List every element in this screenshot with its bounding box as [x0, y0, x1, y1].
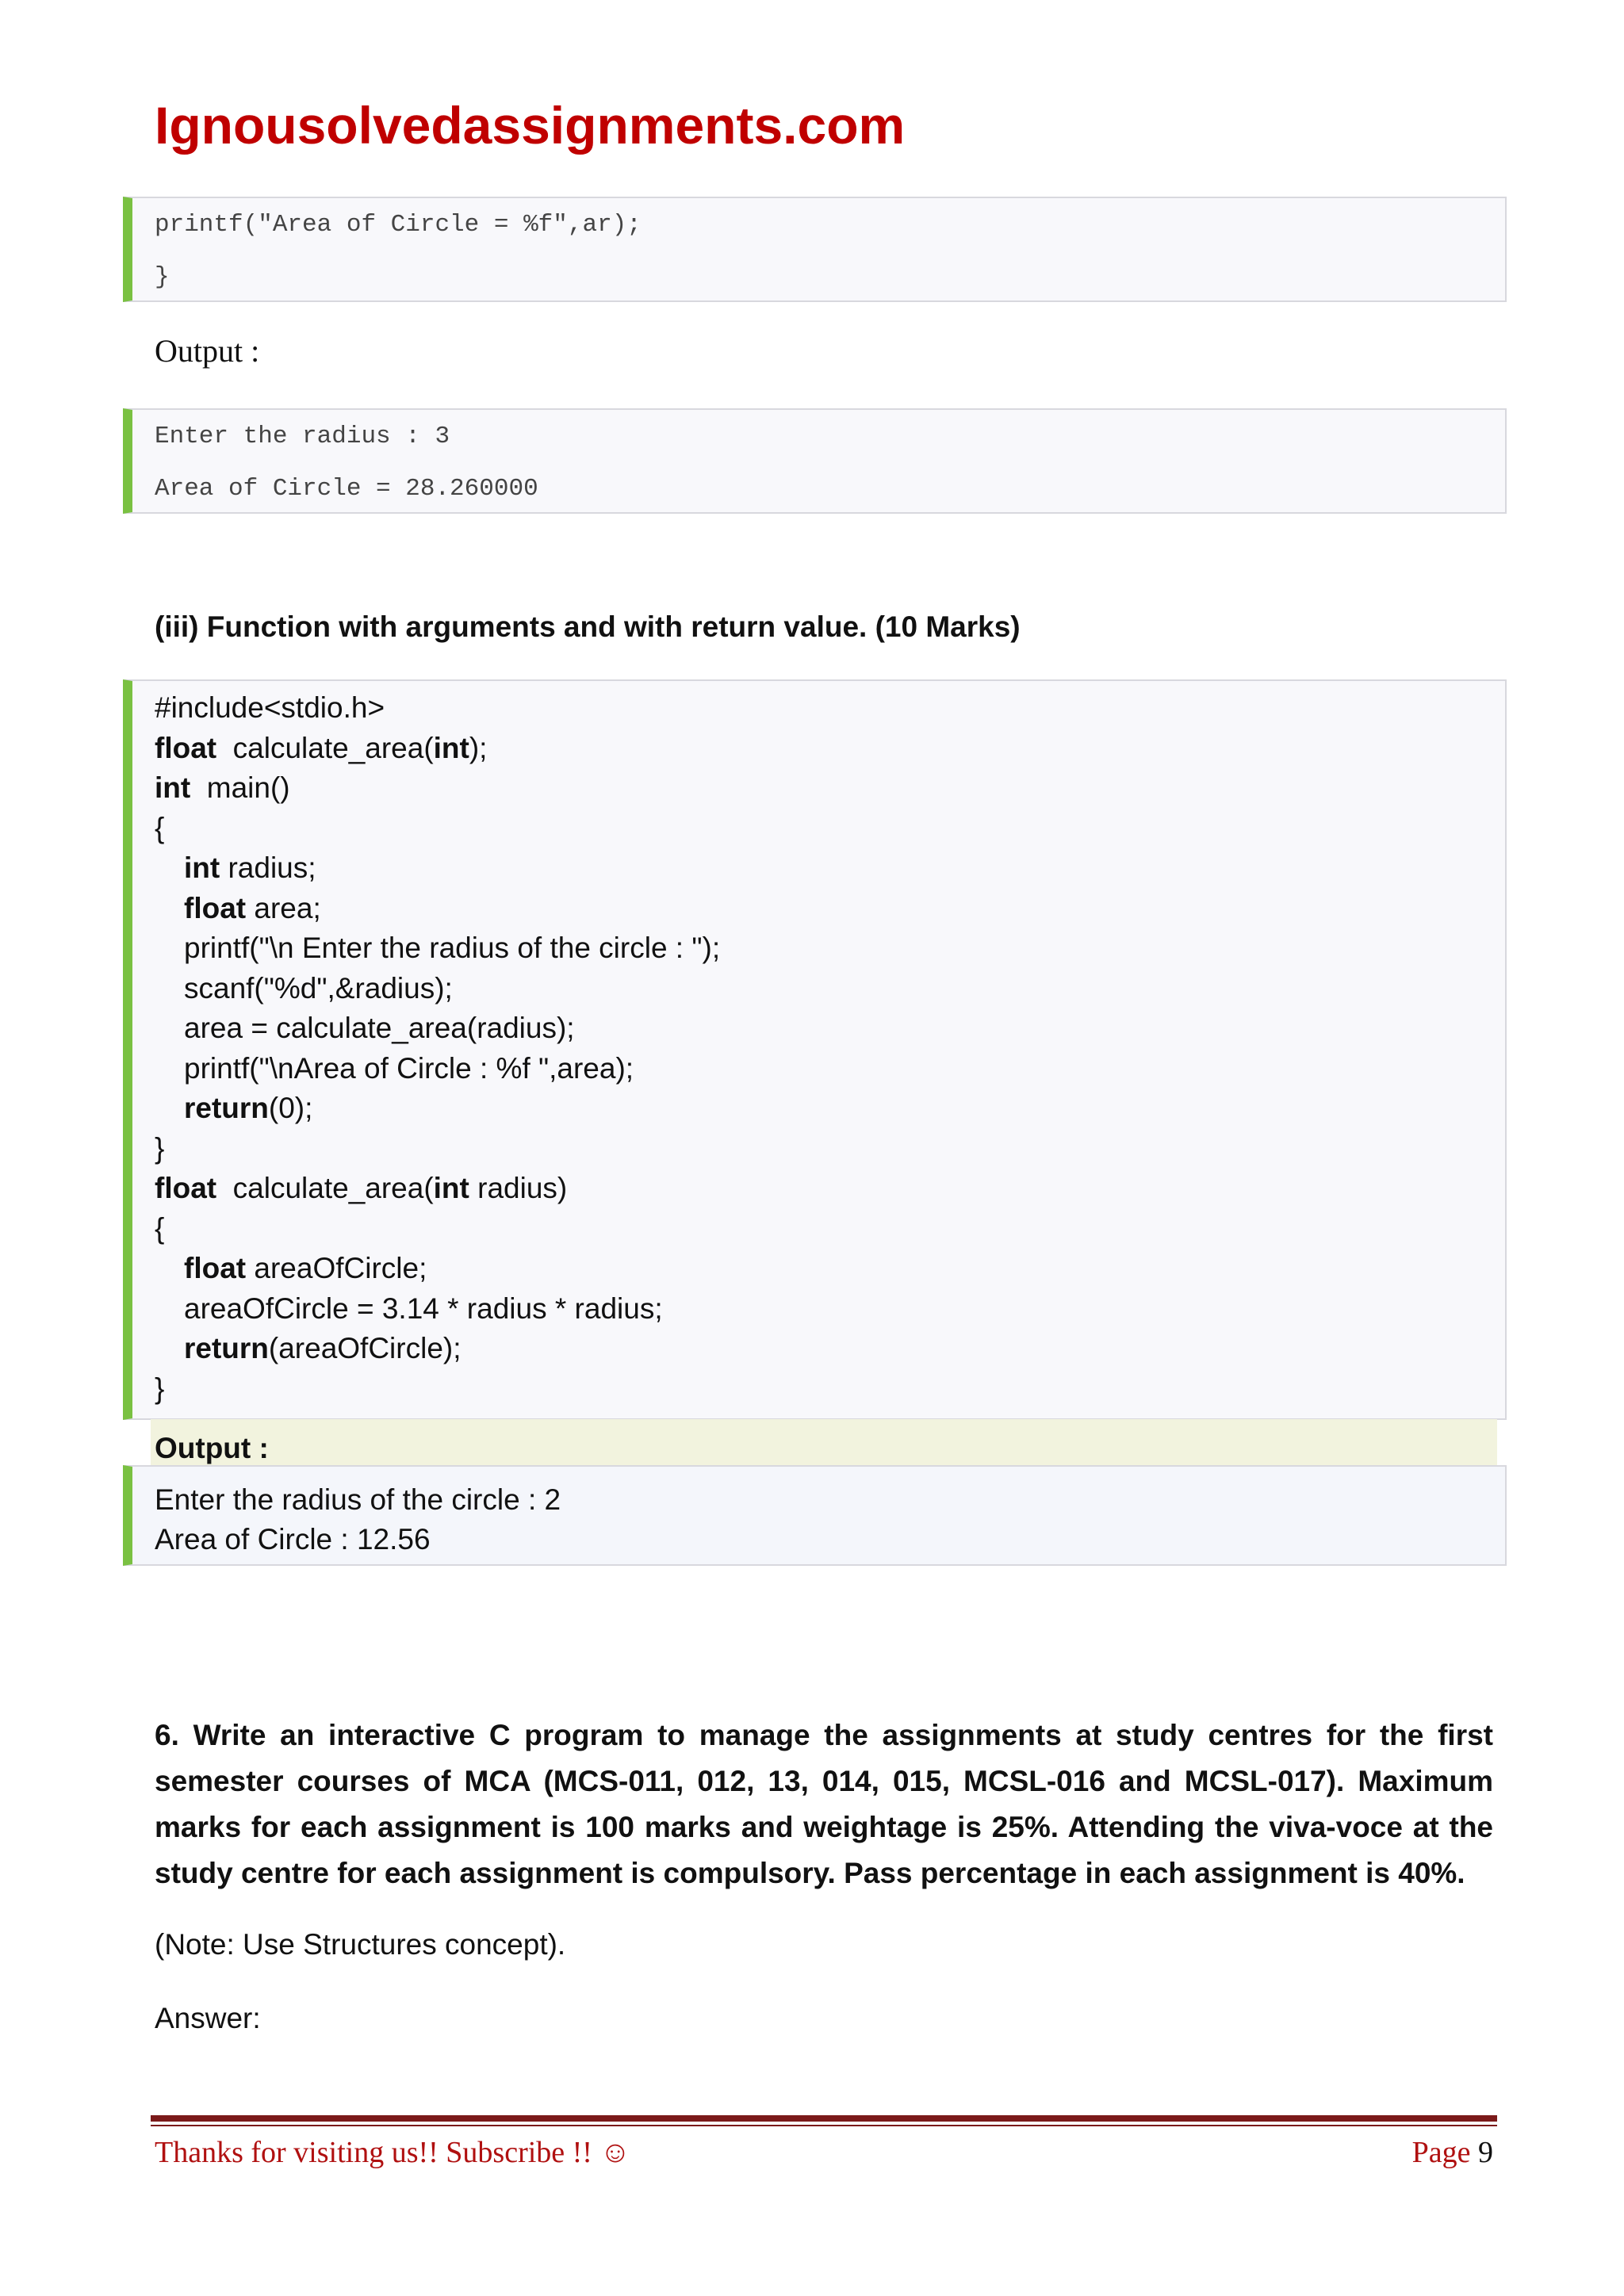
code-text: printf("\nArea of Circle : %f ",area);: [184, 1051, 634, 1085]
code-text: scanf("%d",&radius);: [184, 971, 453, 1004]
code-text: }: [155, 1131, 165, 1165]
output-line: Enter the radius of the circle : 2: [155, 1483, 561, 1516]
code-text: areaOfCircle;: [246, 1252, 427, 1284]
code-text: {: [155, 1211, 165, 1245]
code-text: }: [155, 1372, 165, 1405]
code-text: radius;: [220, 851, 316, 884]
code-keyword: int: [433, 731, 469, 764]
code-text: #include<stdio.h>: [155, 691, 385, 724]
output-line: Area of Circle : 12.56: [155, 1523, 431, 1556]
code-line: printf("Area of Circle = %f",ar);: [155, 211, 642, 239]
code-keyword: float: [184, 1252, 247, 1284]
output-line: Enter the radius : 3: [155, 423, 450, 450]
code-line: [155, 1289, 720, 1330]
footer-subscribe-text: Thanks for visiting us!! Subscribe !! ☺: [155, 2136, 631, 2169]
code-text: {: [155, 811, 165, 844]
code-keyword: int: [155, 771, 191, 804]
code-keyword: int: [184, 851, 220, 884]
code-text: (0);: [268, 1092, 313, 1124]
code-text: radius): [469, 1172, 568, 1204]
code-keyword: float: [155, 731, 217, 764]
code-line: [155, 1089, 720, 1129]
code-text: printf("\n Enter the radius of the circle : ");: [184, 932, 721, 964]
code-keyword: return: [184, 1092, 269, 1124]
code-line: [155, 848, 720, 889]
code-keyword: int: [433, 1172, 469, 1204]
code-line: [155, 1209, 720, 1249]
code-text: );: [469, 731, 488, 764]
code-keyword: return: [184, 1332, 269, 1364]
answer-label: Answer:: [155, 2002, 261, 2034]
code-keyword: float: [155, 1172, 217, 1204]
output-line: Area of Circle = 28.260000: [155, 475, 538, 503]
output-label-2: Output :: [155, 1432, 269, 1464]
code-line: [155, 928, 720, 969]
code-line: [155, 1049, 720, 1089]
code-line: [155, 1008, 720, 1049]
code-text: (areaOfCircle);: [268, 1332, 462, 1364]
code-line: [155, 768, 720, 809]
section-heading: (iii) Function with arguments and with return value. (10 Marks): [155, 610, 1021, 643]
code-line: [155, 729, 720, 769]
code-text: calculate_area(: [216, 1172, 434, 1204]
code-line: [155, 688, 720, 729]
code-text: main(): [190, 771, 290, 804]
footer-rule-thin: [151, 2125, 1497, 2126]
code-text: area;: [246, 891, 321, 924]
code-line: [155, 1249, 720, 1289]
code-line: [155, 1169, 720, 1209]
output-block-2-text: [155, 1480, 561, 1559]
code-line: [155, 1369, 720, 1410]
footer-rule: [151, 2115, 1497, 2122]
question-6: 6. Write an interactive C program to manage the assignments at study centres for the first semester courses of MCA (MCS-011, 012, 13, 014, 015, MCSL-016 and MCSL-017). Maximum marks for each assignment is 100 marks and weightage is 25%. Attending the viva-voce at the study centre for each assignment is compulsory. Pass percentage in each assignment is 40%.: [155, 1719, 1493, 1889]
code-line: [155, 889, 720, 929]
code-line: }: [155, 263, 170, 291]
code-line: [155, 969, 720, 1009]
code-text: areaOfCircle = 3.14 * radius * radius;: [184, 1292, 663, 1325]
code-text: area = calculate_area(radius);: [184, 1012, 575, 1044]
code-line: [155, 1329, 720, 1369]
code-text: calculate_area(: [216, 731, 434, 764]
site-title[interactable]: Ignousolvedassignments.com: [155, 96, 906, 155]
page-number: [1412, 2137, 1493, 2168]
output-label-1: Output :: [155, 333, 260, 369]
code-keyword: float: [184, 891, 247, 924]
output-highlight: [151, 1419, 1497, 1465]
page-label: Page: [1411, 2136, 1471, 2169]
question-note: (Note: Use Structures concept).: [155, 1928, 566, 1961]
page-number-value: 9: [1478, 2136, 1493, 2169]
code-line: [155, 809, 720, 849]
code-block-2-text: [155, 688, 720, 1409]
code-line: [155, 1129, 720, 1169]
